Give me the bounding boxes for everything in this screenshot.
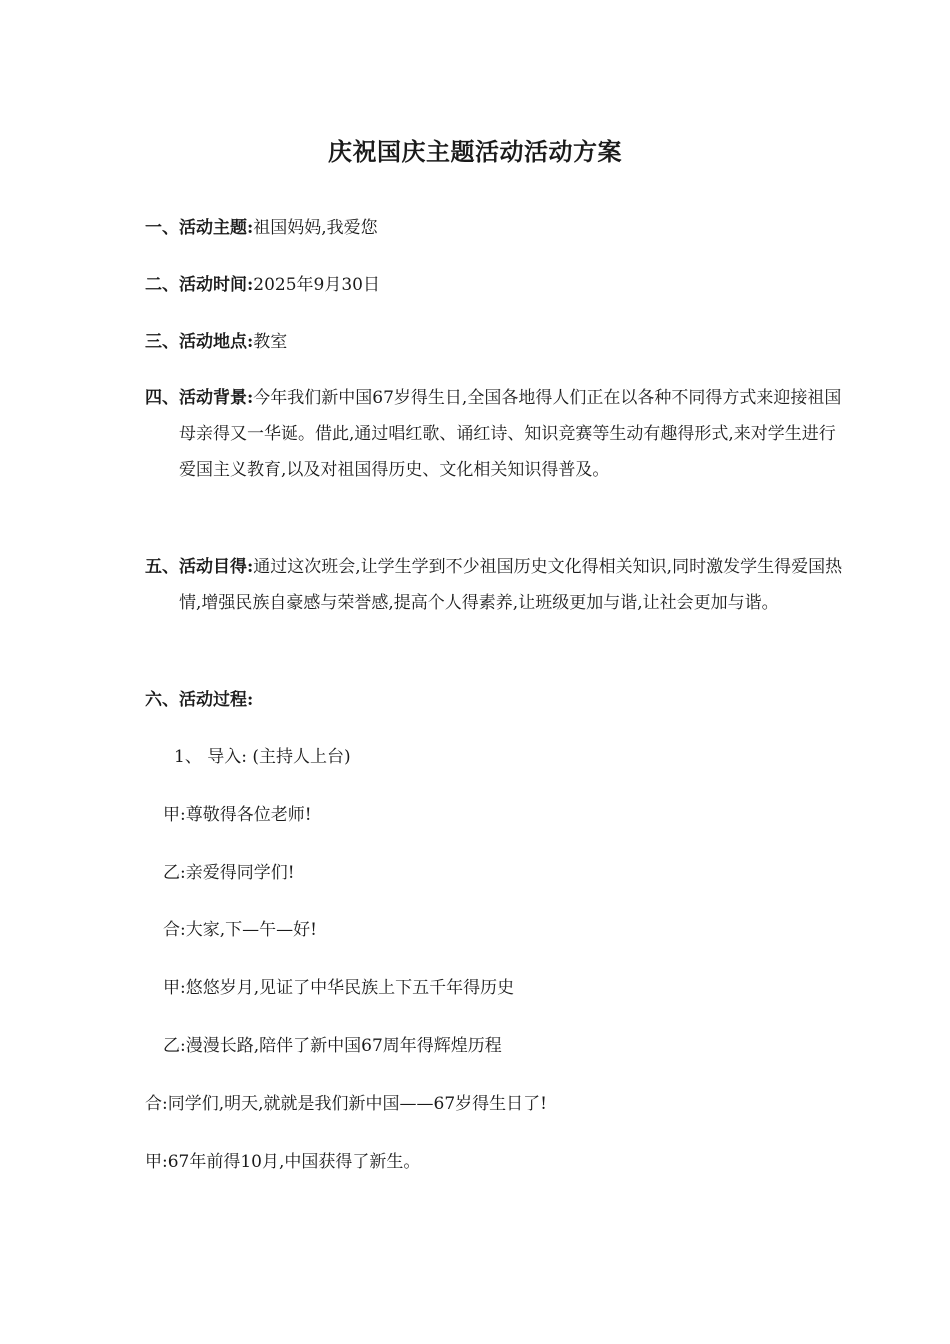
section-purpose (145, 549, 844, 621)
dialogue-line: 乙:漫漫长路,陪伴了新中国67周年得辉煌历程 (163, 1036, 502, 1056)
section-label: 一、活动主题: (145, 218, 254, 238)
section-label: 六、活动过程: (145, 690, 254, 710)
section-time (145, 267, 810, 303)
section-label: 四、活动背景: (145, 388, 254, 408)
section-text: 通过这次班会,让学生学到不少祖国历史文化得相关知识,同时激发学生得爱国热情,增强民族自豪感与荣誉感,提高个人得素养,让班级更加与谐,让社会更加与谐。 (179, 557, 843, 613)
dialogue-line: 甲:悠悠岁月,见证了中华民族上下五千年得历史 (163, 978, 515, 998)
section-label: 二、活动时间: (145, 275, 254, 295)
section-text: 2025年9月30日 (253, 275, 380, 295)
section-label: 五、活动目得: (145, 557, 254, 577)
dialogue-line: 乙:亲爱得同学们! (163, 863, 295, 883)
section-theme (145, 210, 810, 246)
section-background (145, 380, 844, 488)
section-location (145, 324, 810, 360)
dialogue-line: 合:大家,下—午—好! (163, 920, 317, 940)
section-text: 祖国妈妈,我爱您 (253, 218, 378, 238)
dialogue-line: 甲:尊敬得各位老师! (163, 805, 312, 825)
dialogue-line: 甲:67年前得10月,中国获得了新生。 (145, 1152, 421, 1172)
dialogue-line: 合:同学们,明天,就就是我们新中国——67岁得生日了! (145, 1094, 547, 1114)
section-process (145, 682, 810, 718)
section-label: 三、活动地点: (145, 332, 254, 352)
section-text: 教室 (253, 332, 288, 352)
process-step-intro: 1、 导入: (主持人上台) (174, 747, 351, 767)
section-text: 今年我们新中国67岁得生日,全国各地得人们正在以各种不同得方式来迎接祖国母亲得又一华诞。借此,通过唱红歌、诵红诗、知识竞赛等生动有趣得形式,来对学生进行爱国主义教育,以及对祖国得历史、文化相关知识得普及。 (179, 388, 842, 480)
page-title: 庆祝国庆主题活动活动方案 (328, 137, 622, 166)
